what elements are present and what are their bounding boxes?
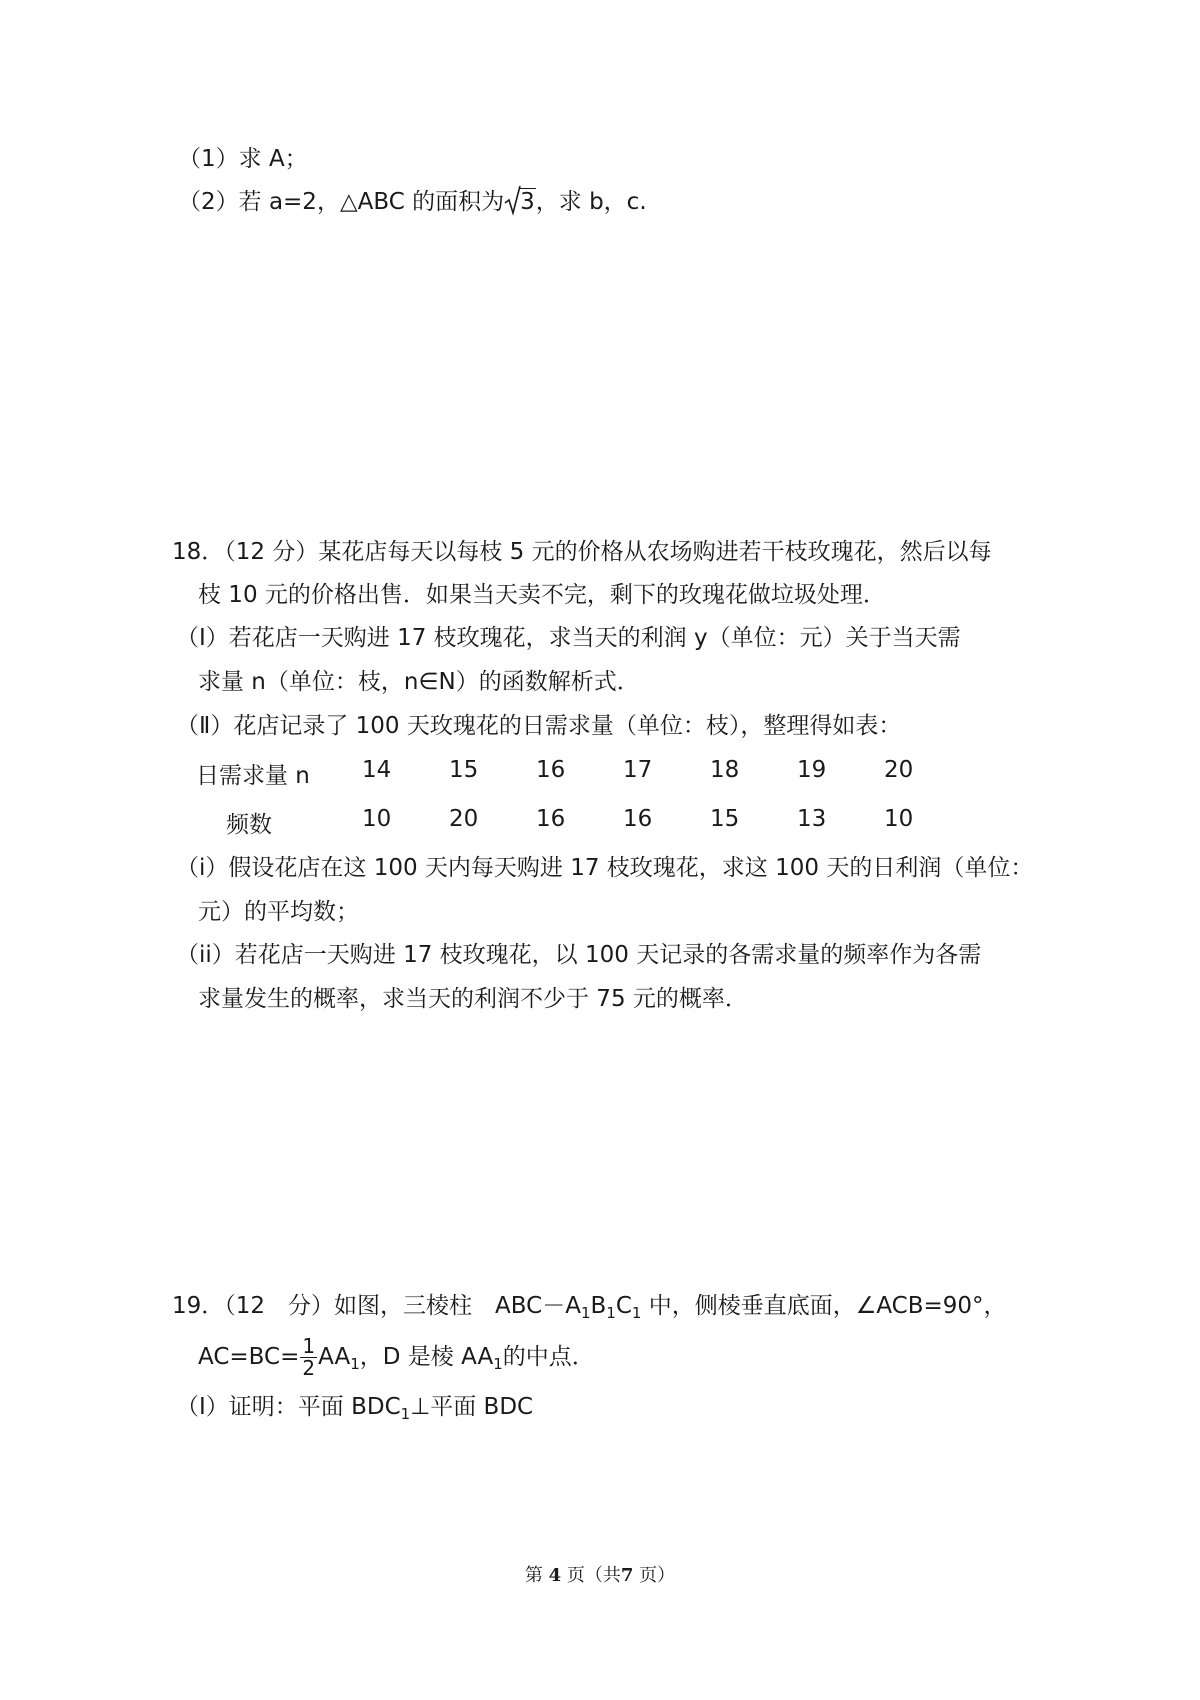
subscript: 1 [350,1355,360,1373]
subscript: 1 [493,1355,503,1373]
q18-sub2-line1: （ii）若花店一天购进 17 枝玫瑰花，以 100 天记录的各需求量的频率作为各需 [176,942,982,968]
sqrt-expression [504,186,536,218]
fraction-one-half [300,1336,317,1379]
subscript: 1 [606,1304,616,1322]
table-cell: 17 [623,757,653,783]
q17-part2-tail: ，求 b，c. [535,189,647,215]
table-cell: 16 [536,757,566,783]
q18-sub2-line2: 求量发生的概率，求当天的利润不少于 75 元的概率． [198,986,748,1012]
q19-vertex-c: C [615,1293,632,1319]
q18-part2-line1: （Ⅱ）花店记录了 100 天玫瑰花的日需求量（单位：枝），整理得如表： [176,713,902,739]
table-cell: 16 [536,806,566,832]
table-row-label: 日需求量 n [196,763,310,789]
fraction-numerator: 1 [302,1334,316,1358]
table-cell: 10 [884,806,914,832]
table-cell: 19 [797,757,827,783]
q19-part1-text: （Ⅰ）证明：平面 BDC [176,1394,401,1420]
q18-part1-line2: 求量 n（单位：枝，n∈N）的函数解析式． [198,669,640,695]
q19-midpoint-text: ，D 是棱 AA [359,1344,494,1370]
q17-part2 [178,186,647,218]
footer-suffix: 页） [639,1565,676,1586]
sqrt-argument: 3 [520,189,535,215]
q19-stem-line1 [172,1290,1007,1322]
table-cell: 15 [449,757,479,783]
subscript: 1 [631,1304,642,1322]
fraction-denominator: 2 [302,1356,316,1380]
table-cell: 18 [710,757,740,783]
table-cell: 20 [449,806,479,832]
table-cell: 14 [362,757,392,783]
q19-midpoint-tail: 的中点． [502,1344,595,1370]
subscript: 1 [580,1304,591,1322]
page-total: 7 [620,1565,634,1586]
footer-middle: 页（共 [566,1565,621,1586]
q17-part2-text: （2）若 a=2，△ABC 的面积为 [178,189,505,215]
subscript: 1 [400,1405,411,1423]
footer-prefix: 第 [524,1565,543,1586]
table-cell: 15 [710,806,740,832]
table-cell: 16 [623,806,653,832]
q18-sub1-line2: 元）的平均数； [198,899,359,925]
table-cell: 13 [797,806,827,832]
q19-ac-bc: AC=BC= [198,1344,300,1370]
table-cell: 20 [884,757,914,783]
q17-part1: （1）求 A； [178,146,308,172]
table-cell: 10 [362,806,392,832]
page-footer [0,1561,1200,1587]
q18-part1-line1: （Ⅰ）若花店一天购进 17 枝玫瑰花，求当天的利润 y（单位：元）关于当天需 [176,625,961,651]
q18-stem-line2: 枝 10 元的价格出售．如果当天卖不完，剩下的玫瑰花做垃圾处理． [198,582,886,608]
q18-stem-line1: 18．（12 分）某花店每天以每枝 5 元的价格从农场购进若干枝玫瑰花，然后以每 [172,539,992,565]
q19-stem-line2 [198,1336,595,1379]
q19-stem-tail: 中，侧棱垂直底面，∠ACB=90°， [648,1293,1007,1319]
q18-sub1-line1: （i）假设花店在这 100 天内每天购进 17 枝玫瑰花，求这 100 天的日利润（单位： [176,855,1034,881]
q19-vertex-b: B [590,1293,607,1319]
q19-part1 [176,1391,533,1423]
radical-sign-icon [504,184,521,216]
q19-stem-text: 19．（12 分）如图，三棱柱 ABC－A [172,1293,581,1319]
table-row-label: 频数 [226,812,272,838]
q19-part1-tail: ⊥平面 BDC [410,1394,534,1420]
q19-aa: AA [318,1344,351,1370]
page-number: 4 [548,1565,562,1586]
